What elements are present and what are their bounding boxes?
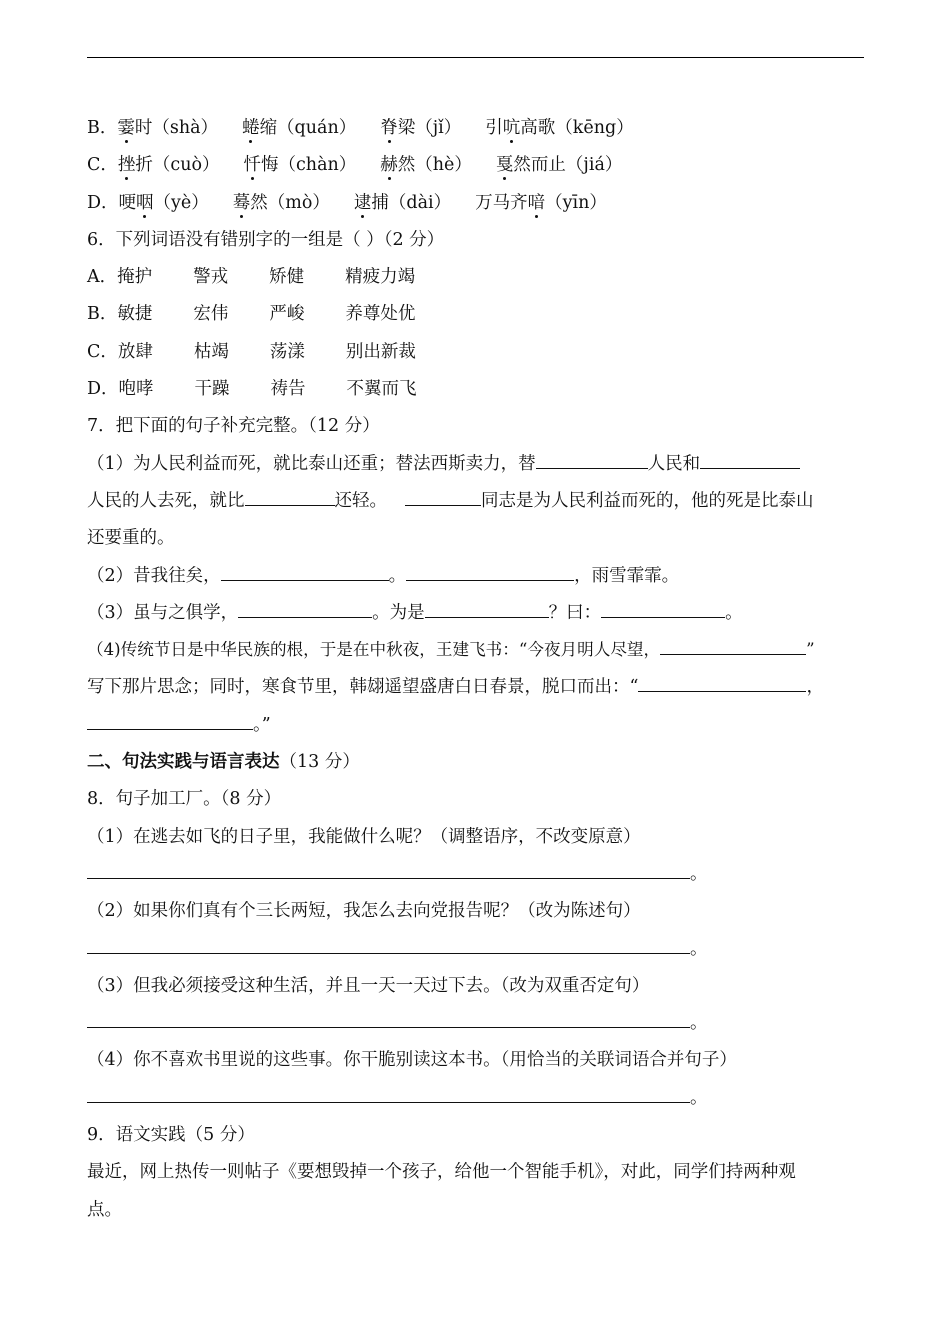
fill-blank[interactable] <box>660 634 806 655</box>
q5-option-c: C．挫折（cuò） 忏悔（chàn） 赫然（hè） 戛然而止（jiá） <box>87 155 623 176</box>
q8-answer-2: 。 <box>87 932 867 969</box>
emphasis-char: 戛 <box>495 155 514 176</box>
emphasis-char: 蓦 <box>232 192 251 213</box>
emphasis-char: 忏 <box>243 155 261 176</box>
answer-line[interactable] <box>87 860 690 879</box>
q7-item-1-end: 还要重的。 <box>87 528 175 549</box>
fill-blank[interactable] <box>405 485 481 506</box>
q8-item-2: （2）如果你们真有个三长两短，我怎么去向党报告呢？（改为陈述句） <box>87 901 641 922</box>
emphasis-char: 喑 <box>527 192 546 213</box>
q6-stem: 6．下列词语没有错别字的一组是（ ）（2 分） <box>87 229 445 250</box>
q7-item-4: （4)传统节日是中华民族的根，于是在中秋夜，王建飞书：“今夜月明人尽望， ” <box>87 633 867 670</box>
answer-line[interactable] <box>87 1009 690 1028</box>
emphasis-char: 挫 <box>117 155 136 176</box>
fill-blank[interactable] <box>87 709 253 730</box>
q8-stem: 8．句子加工厂。（8 分） <box>87 789 282 810</box>
q7-item-4-end: 。” <box>87 708 867 745</box>
fill-blank[interactable] <box>601 597 725 618</box>
q7-item-4-cont: 写下那片思念；同时，寒食节里，韩翃遥望盛唐白日春景，脱口而出：“ ， <box>87 670 867 707</box>
q8-answer-3: 。 <box>87 1006 867 1043</box>
q9-paragraph-cont: 点。 <box>87 1199 122 1220</box>
q9-stem: 9．语文实践（5 分） <box>87 1125 255 1146</box>
emphasis-char: 霎 <box>117 118 135 138</box>
emphasis-char: 吭 <box>502 118 521 138</box>
q8-answer-4: 。 <box>87 1081 867 1118</box>
section-2-heading: 二、句法实践与语言表达（13 分） <box>87 752 360 773</box>
fill-blank[interactable] <box>536 448 648 469</box>
q6-option-b: B．敏捷 宏伟 严峻 养尊处优 <box>87 304 416 325</box>
emphasis-char: 蜷 <box>242 118 260 138</box>
answer-line[interactable] <box>87 1084 690 1103</box>
fill-blank[interactable] <box>221 560 389 581</box>
emphasis-char: 赫 <box>380 155 398 176</box>
q5-option-b: B．霎时（shà） 蜷缩（quán） 脊梁（jǐ） 引吭高歌（kēng） <box>87 118 634 138</box>
q8-answer-1: 。 <box>87 857 867 894</box>
q8-item-1: （1）在逃去如飞的日子里，我能做什么呢？（调整语序，不改变原意） <box>87 826 641 847</box>
fill-blank[interactable] <box>425 597 549 618</box>
q7-item-1: （1）为人民利益而死，就比泰山还重；替法西斯卖力，替 人民和 <box>87 447 867 484</box>
emphasis-char: 逮 <box>353 192 372 213</box>
q7-item-2: （2）昔我往矣， 。 ，雨雪霏霏。 <box>87 559 867 596</box>
q9-paragraph: 最近，网上热传一则帖子《要想毁掉一个孩子，给他一个智能手机》，对此，同学们持两种观 <box>87 1162 796 1183</box>
fill-blank[interactable] <box>700 448 800 469</box>
header-rule <box>87 57 864 58</box>
q5-option-d: D．哽咽（yè） 蓦然（mò） 逮捕（dài） 万马齐喑（yīn） <box>87 192 607 213</box>
q7-stem: 7．把下面的句子补充完整。（12 分） <box>87 416 380 437</box>
q6-option-a: A．掩护 警戎 矫健 精疲力竭 <box>87 267 416 288</box>
q6-option-d: D．咆哮 干躁 祷告 不翼而飞 <box>87 379 417 400</box>
fill-blank[interactable] <box>638 671 806 692</box>
q7-item-3: （3）虽与之俱学， 。为是 ？曰： 。 <box>87 596 867 633</box>
q6-option-c: C．放肆 枯竭 荡漾 别出新裁 <box>87 341 416 362</box>
q7-item-1-cont: 人民的人去死，就比 还轻。 同志是为人民利益而死的，他的死是比泰山 <box>87 484 867 521</box>
fill-blank[interactable] <box>238 597 372 618</box>
q8-item-4: （4）你不喜欢书里说的这些事。你干脆别读这本书。（用恰当的关联词语合并句子） <box>87 1050 737 1071</box>
exam-page-content <box>87 111 867 1230</box>
fill-blank[interactable] <box>245 485 335 506</box>
answer-line[interactable] <box>87 935 690 954</box>
emphasis-char: 脊 <box>380 118 398 138</box>
fill-blank[interactable] <box>406 560 574 581</box>
q8-item-3: （3）但我必须接受这种生活，并且一天一天过下去。（改为双重否定句） <box>87 975 650 996</box>
emphasis-char: 咽 <box>136 192 154 213</box>
